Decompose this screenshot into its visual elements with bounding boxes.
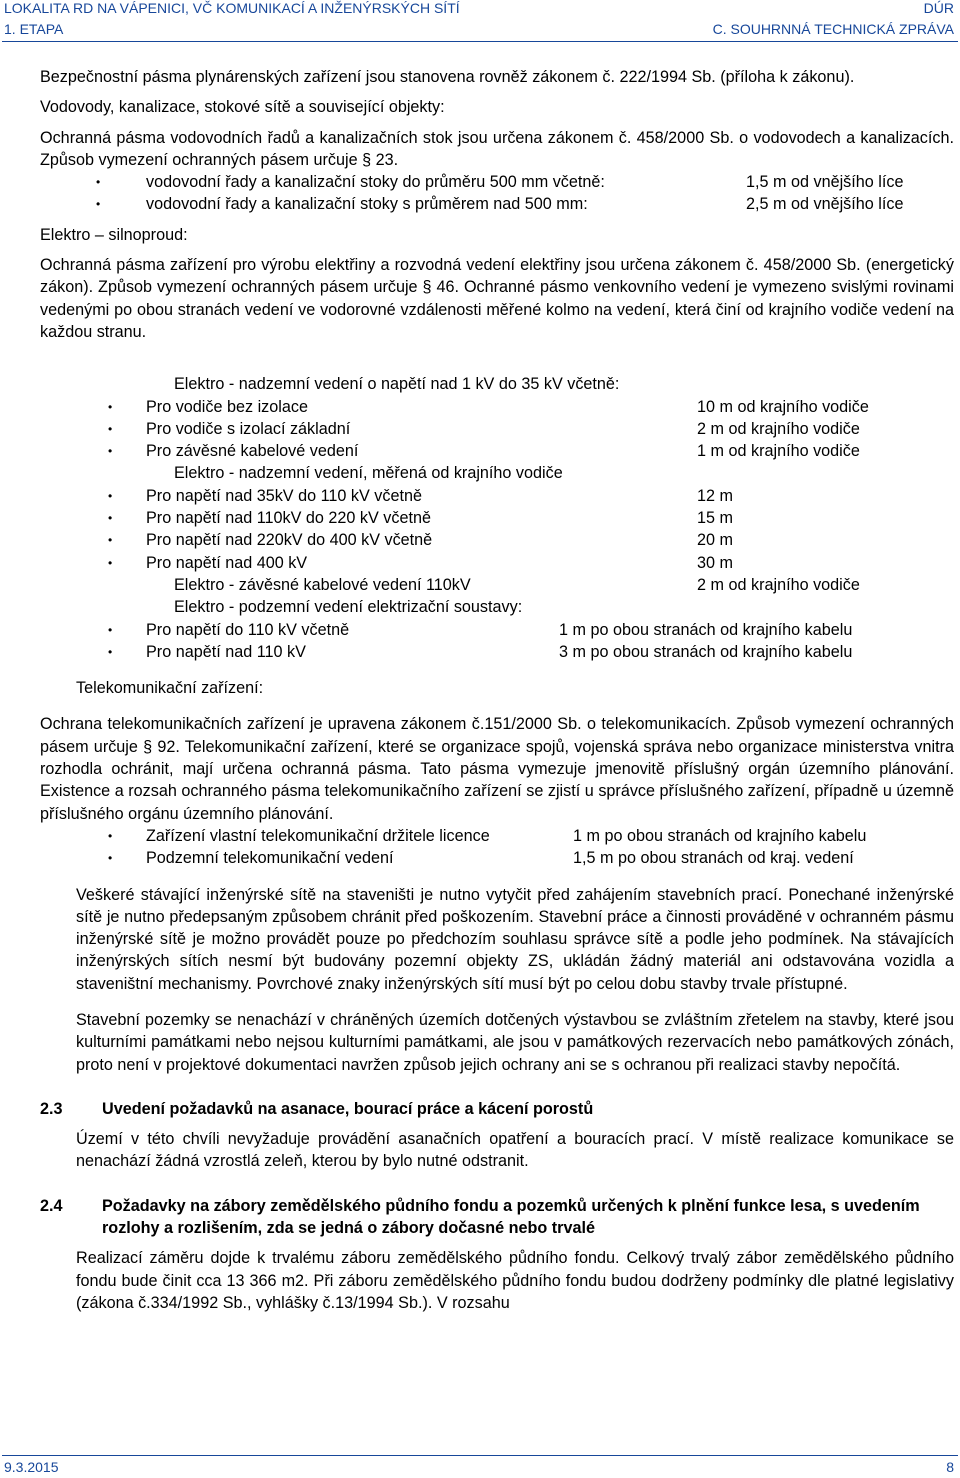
header-stage: 1. ETAPA bbox=[4, 21, 64, 37]
bullet-icon: • bbox=[108, 828, 113, 843]
bullet-icon: • bbox=[108, 851, 113, 866]
paragraph-2-3: Území v této chvíli nevyžaduje provádění asanačních opatření a bouracích prací. V místě realizace komunikace se nenachází žádná vzrostlá zeleň, kterou by bylo nutné odstranit. bbox=[76, 1130, 954, 1171]
paragraph-protected-areas: Stavební pozemky se nenachází v chráněných územích dotčených výstavbou se zvláštním zřetelem na stavby, které jsou kulturními památkami nebo nejsou kulturními památkami, ale jsou v památkových rezervacích nebo památkových zónách, proto není v projektové dokumentaci navržen způsob jejich ochrany ani se s ochranou při realizaci stavby nepočítá. bbox=[76, 1010, 954, 1074]
water-heading: Vodovody, kanalizace, stokové sítě a související objekty: bbox=[40, 98, 445, 117]
footer-page-number: 8 bbox=[946, 1459, 954, 1475]
water-row-2 bbox=[40, 193, 954, 215]
bullet-icon: • bbox=[96, 175, 101, 190]
underground-row-2 bbox=[40, 641, 954, 663]
overhead2-heading-row bbox=[40, 462, 954, 484]
header-report-name: C. SOUHRNNÁ TECHNICKÁ ZPRÁVA bbox=[712, 21, 954, 37]
overhead-heading: Elektro - nadzemní vedení o napětí nad 1 kV do 35 kV včetně: bbox=[174, 375, 620, 394]
water-row-value: 1,5 m od vnějšího líce bbox=[746, 173, 904, 192]
row-label: Podzemní telekomunikační vedení bbox=[146, 849, 394, 868]
paragraph-2-4: Realizací záměru dojde k trvalému záboru zemědělského půdního fondu. Celkový trvalý zábor zemědělského půdního fondu bude činit cca 13 366 m2. Při záboru zemědělského půdního fondu budou dodrženy podmínky dle platné legislativy (zákona č.334/1992 Sb., vyhlášky č.13/1994 Sb.). V rozsahu bbox=[76, 1249, 954, 1312]
underground-row-1 bbox=[40, 619, 954, 641]
row-value: 2 m od krajního vodiče bbox=[697, 419, 860, 438]
section-2-4-heading bbox=[40, 1195, 954, 1240]
water-row-1 bbox=[40, 171, 954, 193]
water-row-value: 2,5 m od vnějšího líce bbox=[746, 195, 904, 214]
row-label: Pro napětí do 110 kV včetně bbox=[146, 620, 350, 639]
section-title: Uvedení požadavků na asanace, bourací práce a kácení porostů bbox=[102, 1099, 594, 1118]
header-divider bbox=[2, 41, 958, 42]
overhead2-row-1 bbox=[40, 485, 954, 507]
overhead2-row-2 bbox=[40, 507, 954, 529]
telecom-row-1 bbox=[40, 825, 954, 847]
row-value: 15 m bbox=[697, 509, 733, 528]
overhead-row-2 bbox=[40, 418, 954, 440]
row-label: Pro napětí nad 400 kV bbox=[146, 553, 308, 572]
row-label: Pro napětí nad 220kV do 400 kV včetně bbox=[146, 531, 433, 550]
overhead2-heading: Elektro - nadzemní vedení, měřená od krajního vodiče bbox=[174, 464, 563, 483]
paragraph-existing-networks: Veškeré stávající inženýrské sítě na staveništi je nutno vytyčit před zahájením stavebních prací. Ponechané inženýrské sítě je nutno předepsaným způsobem chránit před poškozením. Stavební práce a činnosti prováděné v ochranném pásmu inženýrské sítě je možno provádět pouze po předchozím souhlasu správce sítě a podle jeho podmínek. Na stávajících inženýrských sítích nesmí být budovány pozemní objekty ZS, ukládán žádný materiál ani odstavována vozidla a staveništní mechanismy. Povrchové znaky inženýrských sítí musí být po celou dobu stavby trvale přístupné. bbox=[76, 885, 954, 993]
paragraph-elektro: Ochranná pásma zařízení pro výrobu elektřiny a rozvodná vedení elektřiny jsou určena zákonem č. 458/2000 Sb. (energetický zákon). Způsob vymezení ochranných pásem určuje § 46. Ochranné pásmo venkovního vedení je vymezeno svislými rovinami vedenými po obou stranách vedení ve vodorovné vzdálenosti měřené kolmo na vedení, která činí od krajního vodiče vedení na každou stranu. bbox=[40, 256, 954, 341]
telecom-heading-row bbox=[40, 677, 954, 699]
telecom-row-2 bbox=[40, 847, 954, 869]
paragraph-telecom: Ochrana telekomunikačních zařízení je upravena zákonem č.151/2000 Sb. o telekomunikacích. Způsob vymezení ochranných pásem určuje § 92. Telekomunikační zařízení, které se organizace spojů, vojenská správa nebo organizace ministerstva vnitra rozhodla ochránit, mají určena ochranná pásma. Tato pásma vymezuje jmenovitě příslušný orgán územního plánování. Existence a rozsah ochranného pásma telekomunikačního zařízení se zjistí u správce příslušného zařízení, případně u územně příslušného orgánu územního plánování. bbox=[40, 715, 954, 823]
overhead-row-3 bbox=[40, 440, 954, 462]
row-value: 1 m po obou stranách od krajního kabelu bbox=[573, 826, 867, 845]
header-doc-type: DÚR bbox=[923, 0, 954, 16]
bullet-icon: • bbox=[108, 421, 113, 436]
row-value: 1 m po obou stranách od krajního kabelu bbox=[559, 620, 853, 639]
row-value: 30 m bbox=[697, 553, 733, 572]
row-value: 10 m od krajního vodiče bbox=[697, 397, 869, 416]
row-label: Zařízení vlastní telekomunikační držitele licence bbox=[146, 826, 490, 845]
footer-date: 9.3.2015 bbox=[4, 1459, 59, 1475]
bullet-icon: • bbox=[108, 511, 113, 526]
footer-divider bbox=[2, 1455, 958, 1456]
water-row-label: vodovodní řady a kanalizační stoky s průměrem nad 500 mm: bbox=[146, 195, 588, 214]
bullet-icon: • bbox=[96, 197, 101, 212]
overhead-row-1 bbox=[40, 396, 954, 418]
paragraph-water: Ochranná pásma vodovodních řadů a kanalizačních stok jsou určena zákonem č. 458/2000 Sb. o vodovodech a kanalizacích. Způsob vymezení ochranných pásem určuje § 23. bbox=[40, 128, 954, 169]
section-number: 2.4 bbox=[40, 1196, 63, 1215]
bullet-icon: • bbox=[108, 488, 113, 503]
water-row-label: vodovodní řady a kanalizační stoky do průměru 500 mm včetně: bbox=[146, 173, 605, 192]
row-label: Pro napětí nad 110 kV bbox=[146, 642, 306, 661]
bullet-icon: • bbox=[108, 533, 113, 548]
bullet-icon: • bbox=[108, 555, 113, 570]
row-label: Pro závěsné kabelové vedení bbox=[146, 442, 359, 461]
section-title: Požadavky na zábory zemědělského půdního fondu a pozemků určených k plnění funkce lesa, s uvedením rozlohy a rozlišením, zda se jedná o zábory dočasné nebo trvalé bbox=[102, 1196, 920, 1238]
bullet-icon: • bbox=[108, 622, 113, 637]
row-value: 12 m bbox=[697, 486, 733, 505]
bullet-icon: • bbox=[108, 399, 113, 414]
telecom-heading: Telekomunikační zařízení: bbox=[76, 679, 264, 698]
row-label: Pro napětí nad 110kV do 220 kV včetně bbox=[146, 509, 431, 528]
paragraph-gas: Bezpečnostní pásma plynárenských zařízení jsou stanovena rovněž zákonem č. 222/1994 Sb. (příloha k zákonu). bbox=[40, 68, 855, 86]
row-label: Elektro - závěsné kabelové vedení 110kV bbox=[174, 575, 471, 594]
underground-heading: Elektro - podzemní vedení elektrizační soustavy: bbox=[174, 598, 523, 617]
section-2-3-heading bbox=[40, 1098, 954, 1120]
row-value: 1,5 m po obou stranách od kraj. vedení bbox=[573, 849, 854, 868]
overhead2-row-3 bbox=[40, 529, 954, 551]
row-label: Pro vodiče bez izolace bbox=[146, 397, 308, 416]
overhead2-row-4 bbox=[40, 552, 954, 574]
row-label: Pro napětí nad 35kV do 110 kV včetně bbox=[146, 486, 422, 505]
row-value: 3 m po obou stranách od krajního kabelu bbox=[559, 642, 853, 661]
bullet-icon: • bbox=[108, 444, 113, 459]
header-project-title: LOKALITA RD NA VÁPENICI, VČ KOMUNIKACÍ A INŽENÝRSKÝCH SÍTÍ bbox=[4, 0, 460, 16]
section-number: 2.3 bbox=[40, 1099, 63, 1118]
bullet-icon: • bbox=[108, 644, 113, 659]
row-value: 1 m od krajního vodiče bbox=[697, 442, 860, 461]
document-body bbox=[40, 66, 954, 1314]
elektro-heading: Elektro – silnoproud: bbox=[40, 225, 188, 244]
row-value: 2 m od krajního vodiče bbox=[697, 575, 860, 594]
row-label: Pro vodiče s izolací základní bbox=[146, 419, 351, 438]
overhead-heading-row bbox=[40, 373, 954, 395]
row-value: 20 m bbox=[697, 531, 733, 550]
underground-heading-row bbox=[40, 596, 954, 618]
hanging-cable-row bbox=[40, 574, 954, 596]
